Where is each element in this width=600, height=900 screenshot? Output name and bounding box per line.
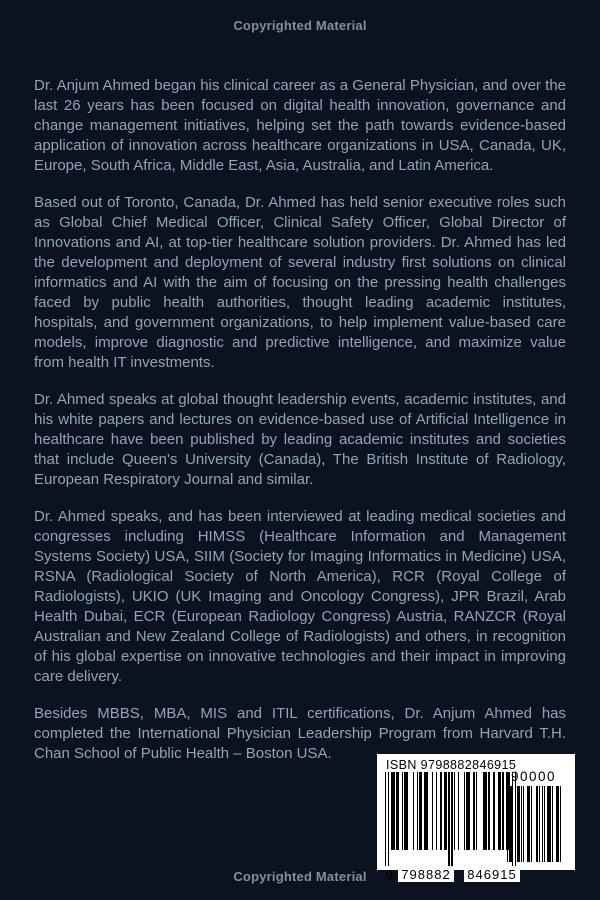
isbn-label: ISBN 9798882846915 — [386, 758, 517, 772]
barcode-digit-group2: 846915 — [464, 868, 520, 882]
author-bio — [34, 76, 566, 781]
bio-paragraph: Dr. Ahmed speaks, and has been interviewed at leading medical societies and congresses including HIMSS (Healthcare Information and Management Systems Society) USA, SIIM (Society for Imaging Informatics in Medicine) USA, RSNA (Radiological Society of North America), RCR (Royal College of Radiologists), UKIO (UK Imaging and Oncology Congress), JPR Brazil, Arab Health Dubai, ECR (European Radiology Congress) Austria, RANZCR (Royal Australian and New Zealand College of Radiologists) and others, in recognition of his global expertise on innovative technologies and their impact in improving care delivery. — [34, 508, 566, 685]
bio-paragraph: Dr. Ahmed speaks at global thought leadership events, academic institutes, and his white papers and lectures on evidence-based use of Artificial Intelligence in healthcare have been published by leading academic institutes and societies that include Queen's University (Canada), The British Institute of Radiology, European Respiratory Journal and similar. — [34, 391, 566, 488]
bio-paragraph: Based out of Toronto, Canada, Dr. Ahmed has held senior executive roles such as Global Chief Medical Officer, Clinical Safety Officer, Global Director of Innovations and AI, at top-tier healthcare solution providers. Dr. Ahmed has led the development and deployment of several industry first solutions on clinical informatics and AI with the aim of focusing on the pressing health challenges faced by public health authorities, thought leading academic institutes, hospitals, and government organizations, to help implement value-based care models, improve diagnostic and predictive intelligence, and maximize value from health IT investments. — [34, 194, 566, 371]
bio-paragraph: Besides MBBS, MBA, MIS and ITIL certifications, Dr. Anjum Ahmed has completed the International Physician Leadership Program from Harvard T.H. Chan School of Public Health – Boston USA. — [34, 705, 566, 762]
barcode-digit-left: 9 — [385, 867, 395, 882]
copyright-notice-top: Copyrighted Material — [233, 18, 367, 33]
bio-paragraph: Dr. Anjum Ahmed began his clinical career as a General Physician, and over the last 26 years has been focused on digital health innovation, governance and change management initiatives, helping set the path towards evidence-based application of innovation across healthcare organizations in USA, Canada, UK, Europe, South Africa, Middle East, Asia, Australia, and Latin America. — [34, 77, 566, 174]
barcode-box — [377, 754, 575, 882]
addon-barcode — [506, 786, 561, 862]
copyright-notice-bottom: Copyrighted Material — [233, 869, 367, 884]
barcode-digit-group1: 798882 — [398, 868, 454, 882]
barcode-addon-value: 90000 — [510, 769, 557, 784]
ean13-barcode — [385, 772, 517, 882]
